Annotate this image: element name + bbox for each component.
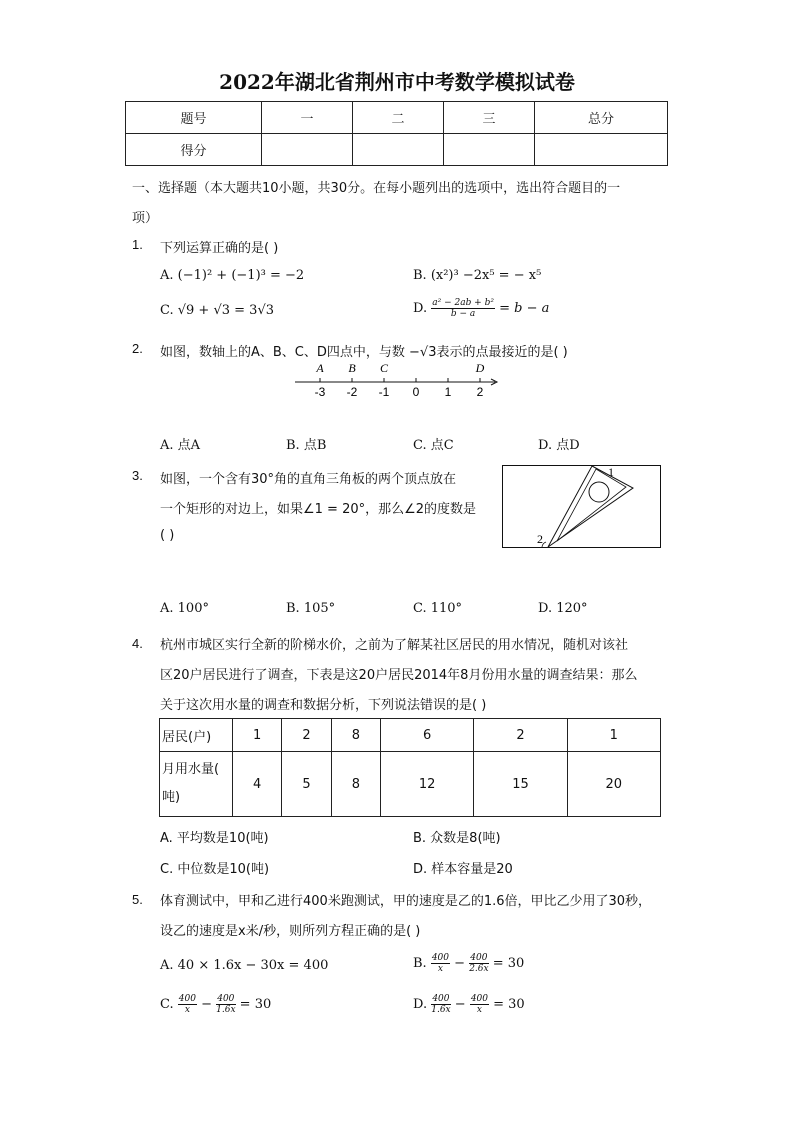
water-table-row	[160, 719, 661, 752]
water-row-header-line: 吨)	[162, 790, 181, 805]
water-table-row	[160, 752, 661, 817]
q2-option-b: B. 点B	[286, 438, 327, 453]
option-label: D.	[413, 997, 428, 1012]
q5-line: 体育测试中，甲和乙进行400米跑测试，甲的速度是乙的1.6倍，甲比乙少用了30秒，	[160, 894, 652, 909]
fraction	[470, 994, 489, 1015]
water-cell: 6	[381, 719, 474, 752]
number-line-tick-label: 1	[444, 385, 452, 399]
q4-option-d: D. 样本容量是20	[413, 862, 513, 877]
q1-option-d	[413, 298, 549, 319]
fraction	[431, 994, 450, 1015]
fraction-numerator: 400	[432, 994, 450, 1004]
water-cell: 2	[474, 719, 567, 752]
water-cell: 20	[567, 752, 660, 817]
fraction-numerator: 400	[217, 994, 235, 1004]
q4-line: 关于这次用水量的调查和数据分析，下列说法错误的是( )	[160, 698, 487, 713]
number-line-point-label: D	[475, 361, 485, 375]
fraction	[431, 953, 450, 974]
number-line-point-label: C	[379, 361, 389, 375]
q1-option-d-fraction	[431, 298, 495, 319]
fraction-numerator: 400	[431, 953, 450, 963]
score-cell	[535, 134, 668, 166]
angle-label-2: 2	[537, 532, 543, 546]
q2-option-a: A. 点A	[160, 438, 201, 453]
minus-sign: −	[201, 997, 212, 1012]
water-row-header	[160, 752, 233, 817]
number-line-point-label: A	[316, 361, 324, 375]
q4-option-a: A. 平均数是10(吨)	[160, 831, 269, 846]
q2-stem: 如图，数轴上的A、B、C、D四点中，与数 −√3表示的点最接近的是( )	[160, 345, 568, 360]
q3-line: 如图，一个含有30°角的直角三角板的两个顶点放在	[160, 472, 457, 487]
minus-sign: −	[454, 956, 466, 971]
q3-option-a: A. 100°	[160, 601, 209, 616]
q1-option-b: B. (x²)³ −2x⁵ = − x⁵	[413, 268, 542, 283]
fraction-denominator: x	[184, 1005, 190, 1015]
rectangle	[503, 466, 661, 548]
number-line-tick-label: 2	[476, 385, 484, 399]
q1-option-c: C. √9 + √3 = 3√3	[160, 303, 274, 318]
section-heading-line: 一、选择题（本大题共10小题，共30分。在每小题列出的选项中，选出符合题目的一	[132, 181, 621, 196]
water-cell: 8	[331, 752, 380, 817]
minus-sign: −	[454, 997, 466, 1012]
score-cell	[262, 134, 353, 166]
q2-option-d: D. 点D	[538, 438, 580, 453]
q4-number: 4.	[132, 636, 143, 651]
number-line-tick-label: 0	[412, 385, 420, 399]
fraction-denominator: 1.6x	[216, 1005, 236, 1015]
q5-number: 5.	[132, 892, 143, 907]
fraction-numerator: 400	[470, 953, 488, 963]
score-cell	[444, 134, 535, 166]
water-cell: 4	[233, 752, 282, 817]
q2-option-c: C. 点C	[413, 438, 454, 453]
fraction-denominator: 1.6x	[431, 1005, 451, 1015]
q3-option-d: D. 120°	[538, 601, 588, 616]
fraction-denominator: b − a	[450, 309, 476, 319]
q5-option-a: A. 40 × 1.6x − 30x = 400	[160, 958, 329, 973]
score-table	[125, 101, 668, 166]
water-cell: 8	[331, 719, 380, 752]
triangle-rectangle-figure	[502, 465, 662, 549]
q3-option-b: B. 105°	[286, 601, 336, 616]
fraction-numerator: a² − 2ab + b²	[432, 298, 494, 308]
q4-option-b: B. 众数是8(吨)	[413, 831, 501, 846]
water-cell: 15	[474, 752, 567, 817]
number-line-tick-label: -2	[346, 385, 358, 399]
number-line-tick-label: -1	[378, 385, 390, 399]
q2-number: 2.	[132, 341, 143, 356]
water-cell: 2	[282, 719, 331, 752]
angle-label-1: 1	[608, 465, 614, 479]
water-cell: 1	[233, 719, 282, 752]
fraction-denominator: 2.6x	[469, 964, 489, 974]
q3-line: ( )	[160, 528, 175, 543]
equals-thirty: = 30	[492, 956, 525, 971]
q1-option-d-rhs: = b − a	[499, 301, 550, 316]
water-row-header-line: 月用水量(	[162, 762, 220, 777]
q5-option-c	[160, 994, 271, 1015]
water-cell: 5	[282, 752, 331, 817]
q1-option-a: A. (−1)² + (−1)³ = −2	[160, 268, 305, 283]
q3-line: 一个矩形的对边上，如果∠1 = 20°，那么∠2的度数是	[160, 502, 477, 517]
score-cell	[353, 134, 444, 166]
q3-number: 3.	[132, 468, 143, 483]
q1-option-d-label: D.	[413, 301, 428, 316]
score-table-header	[126, 102, 668, 134]
number-line-point-label: B	[348, 361, 356, 375]
q3-option-c: C. 110°	[413, 601, 463, 616]
fraction-numerator: 400	[470, 994, 488, 1004]
score-table-row	[126, 134, 668, 166]
fraction	[469, 953, 488, 974]
fraction-numerator: 400	[178, 994, 196, 1004]
equals-thirty: = 30	[239, 997, 272, 1012]
fraction-denominator: x	[476, 1005, 482, 1015]
score-header-cell: 三	[444, 102, 535, 134]
option-label: C.	[160, 997, 174, 1012]
set-square-inner	[557, 469, 626, 541]
fraction	[178, 994, 197, 1015]
water-usage-table	[159, 718, 661, 817]
water-cell: 12	[381, 752, 474, 817]
score-header-cell: 题号	[126, 102, 262, 134]
q5-option-b	[413, 953, 524, 974]
score-header-cell: 总分	[535, 102, 668, 134]
equals-thirty: = 30	[493, 997, 525, 1012]
page-title: 2022年湖北省荆州市中考数学模拟试卷	[219, 70, 575, 94]
section-heading-line: 项）	[132, 211, 159, 226]
q4-option-c: C. 中位数是10(吨)	[160, 862, 270, 877]
score-header-cell: 二	[353, 102, 444, 134]
water-row-header: 居民(户)	[160, 719, 233, 752]
water-cell: 1	[567, 719, 660, 752]
section-heading	[132, 174, 672, 234]
q5-option-d	[413, 994, 525, 1015]
fraction	[216, 994, 235, 1015]
q1-number: 1.	[132, 237, 143, 252]
set-square-hole	[589, 482, 609, 502]
number-line-tick-label: -3	[314, 385, 326, 399]
q5-line: 设乙的速度是x米/秒，则所列方程正确的是( )	[160, 924, 421, 939]
q4-line: 区20户居民进行了调查，下表是这20户居民2014年8月份用水量的调查结果：那么	[160, 668, 638, 683]
fraction-denominator: x	[437, 964, 443, 974]
score-row-label: 得分	[126, 134, 262, 166]
score-header-cell: 一	[262, 102, 353, 134]
option-label: B.	[413, 956, 427, 971]
number-line-figure	[295, 360, 505, 400]
q4-line: 杭州市城区实行全新的阶梯水价，之前为了解某社区居民的用水情况，随机对该社	[160, 638, 629, 653]
q1-stem: 下列运算正确的是( )	[160, 241, 279, 256]
